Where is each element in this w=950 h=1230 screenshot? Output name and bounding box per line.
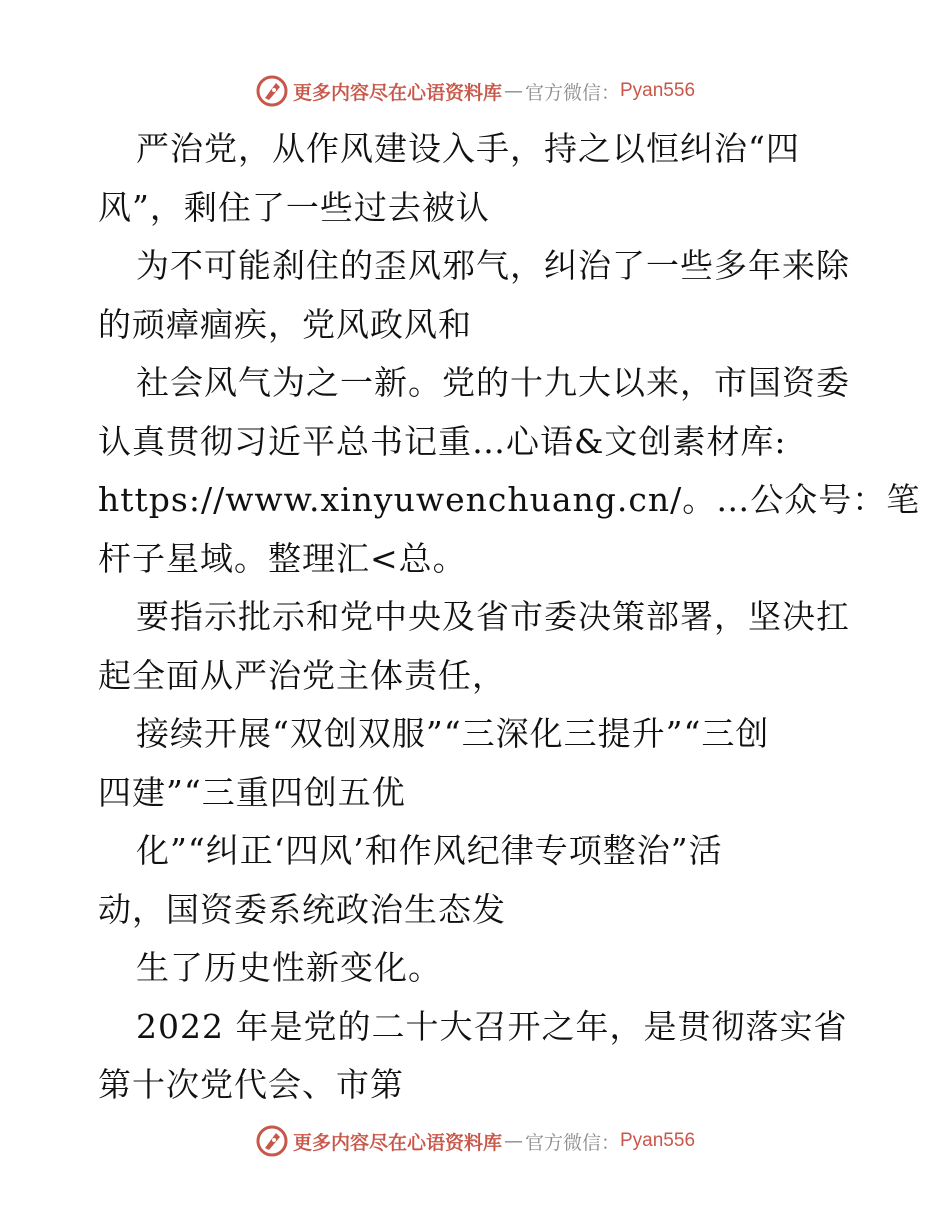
footer-watermark: [0, 1121, 950, 1161]
text-line: 风”，剩住了一些过去被认: [98, 187, 490, 227]
text-line: https://www.xinyuwenchuang.cn/。…公众号：笔: [98, 480, 921, 519]
text-line: 严治党，从作风建设入手，持之以恒纠治“四: [136, 129, 800, 168]
watermark-id: Pyan556: [620, 1130, 696, 1151]
text-line: 第十次党代会、市第: [98, 1065, 404, 1104]
document-body: [98, 120, 921, 1115]
watermark-label: 官方微信：: [524, 1131, 620, 1154]
text-line: 化”“纠正‘四风’和作风纪律专项整治”活: [136, 831, 723, 870]
watermark-label: 官方微信：: [524, 81, 620, 104]
text-line: 生了历史性新变化。: [136, 948, 442, 987]
header-watermark: [0, 71, 950, 111]
text-line: 社会风气为之一新。党的十九大以来，市国资委: [136, 363, 850, 402]
text-line: 认真贯彻习近平总书记重…心语&文创素材库:: [98, 421, 787, 461]
text-line: 起全面从严治党主体责任，: [98, 655, 506, 695]
text-line: 四建”“三重四创五优: [98, 772, 406, 812]
watermark-dash: —: [503, 80, 523, 102]
text-line: 的顽瘴痼疾，党风政风和: [98, 304, 472, 344]
watermark-brand: 更多内容尽在心语资料库: [292, 1131, 502, 1154]
watermark-dash: —: [503, 1130, 523, 1152]
pen-nib-circle-icon: [255, 1124, 289, 1158]
watermark-id: Pyan556: [620, 80, 696, 101]
text-line: 杆子星域。整理汇<总。: [98, 538, 467, 578]
text-line: 为不可能刹住的歪风邪气，纠治了一些多年来除: [136, 246, 850, 285]
text-line: 要指示批示和党中央及省市委决策部署，坚决扛: [136, 597, 850, 636]
text-line: 2022 年是党的二十大召开之年，是贯彻落实省: [136, 1006, 848, 1046]
watermark-brand: 更多内容尽在心语资料库: [292, 81, 502, 104]
text-line: 动，国资委系统政治生态发: [98, 889, 506, 929]
text-line: 接续开展“双创双服”“三深化三提升”“三创: [136, 714, 770, 753]
pen-nib-circle-icon: [255, 74, 289, 108]
